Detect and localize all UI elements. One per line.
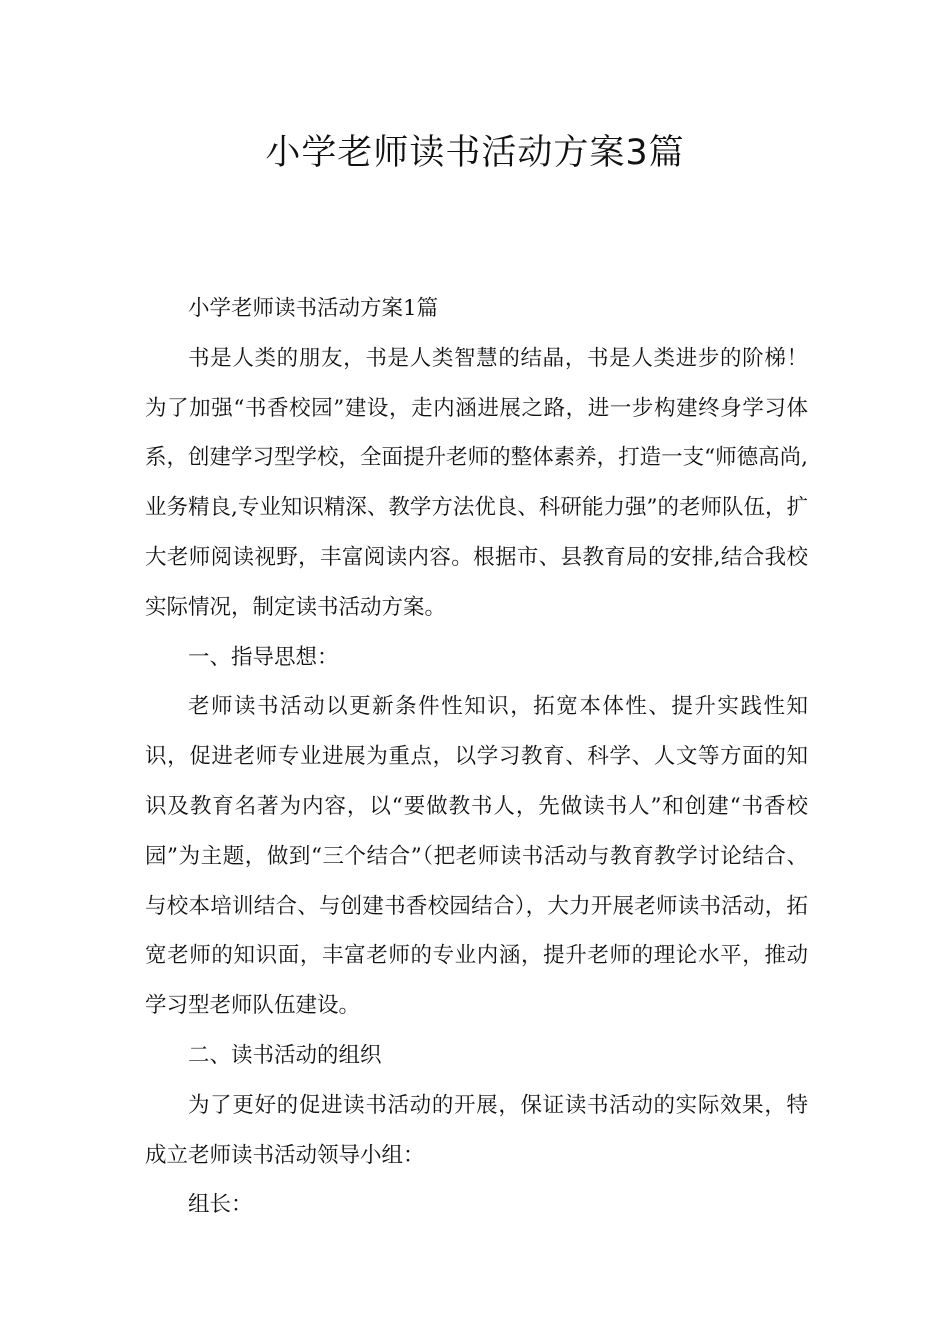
document-title: 小学老师读书活动方案3篇	[265, 133, 685, 173]
section-heading-plan-1: 小学老师读书活动方案1篇	[188, 296, 439, 321]
paragraph-organization: 为了更好的促进读书活动的开展，保证读书活动的实际效果，特成立老师读书活动领导小组：	[145, 1092, 808, 1168]
document-body	[145, 284, 808, 1230]
group-leader-label: 组长：	[188, 1192, 253, 1218]
paragraph-introduction: 书是人类的朋友，书是人类智慧的结晶，书是人类进步的阶梯！为了加强“书香校园”建设，走内涵进展之路，进一步构建终身学习体系，创建学习型学校，全面提升老师的整体素养，打造一支“师德高尚,业务精良,专业知识精深、教学方法优良、科研能力强”的老师队伍，扩大老师阅读视野，丰富阅读内容。根据市、县教育局的安排,结合我校实际情况，制定读书活动方案。	[145, 345, 808, 620]
section-heading-guiding-ideology: 一、指导思想：	[188, 644, 339, 670]
section-heading-organization: 二、读书活动的组织	[188, 1042, 382, 1068]
paragraph-guiding-ideology: 老师读书活动以更新条件性知识，拓宽本体性、提升实践性知识，促进老师专业进展为重点，以学习教育、科学、人文等方面的知识及教育名著为内容，以“要做教书人，先做读书人”和创建“书香校园”为主题，做到“三个结合”（把老师读书活动与教育教学讨论结合、与校本培训结合、与创建书香校园结合），大力开展老师读书活动，拓宽老师的知识面，丰富老师的专业内涵，提升老师的理论水平，推动学习型老师队伍建设。	[145, 694, 808, 1019]
